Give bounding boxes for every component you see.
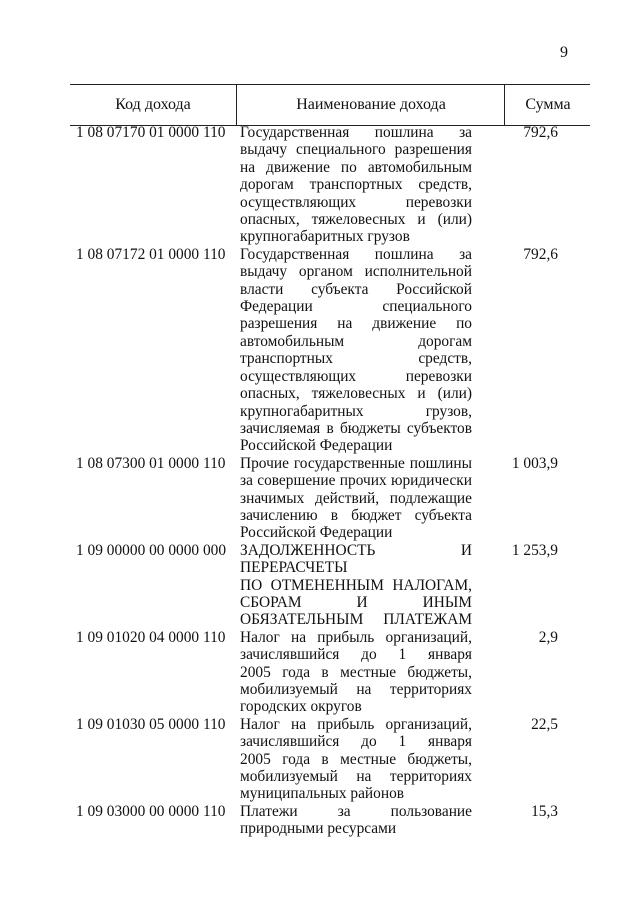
income-name-line: природными ресурсами: [240, 820, 397, 838]
income-code: 1 08 07170 01 0000 110: [76, 124, 226, 141]
income-name-line: 2005 года в местные бюджеты,: [240, 750, 472, 768]
income-sum: 22,5: [531, 715, 558, 733]
income-name-line: выдачу специального разрешения: [240, 141, 472, 159]
income-name-line: власти субъекта Российской: [240, 280, 472, 298]
income-name-line: опасных, тяжеловесных и (или): [240, 211, 472, 229]
income-name-line: Российской Федерации: [240, 437, 393, 455]
income-name-line: транспортных средств,: [240, 350, 472, 368]
income-name-line: дорогам транспортных средств,: [240, 176, 472, 194]
income-name-line: муниципальных районов: [240, 785, 405, 803]
income-name-line: зачислению в бюджет субъекта: [240, 506, 472, 524]
income-name-line: Российской Федерации: [240, 524, 393, 542]
income-sum: 792,6: [523, 245, 558, 263]
income-code: 1 09 01030 05 0000 110: [76, 715, 226, 733]
header-sum: Сумма: [504, 85, 591, 125]
table-header: [70, 84, 590, 126]
income-name-line: осуществляющих перевозки: [240, 367, 472, 385]
income-name-line: зачислявшийся до 1 января: [240, 646, 472, 664]
income-name-line: осуществляющих перевозки: [240, 193, 472, 211]
table-row: [70, 803, 590, 838]
income-name-line: Налог на прибыль организаций,: [240, 628, 472, 646]
income-code: 1 09 00000 00 0000 000: [76, 541, 227, 559]
income-code: 1 08 07172 01 0000 110: [76, 245, 226, 263]
income-name-line: на движение по автомобильным: [240, 158, 472, 176]
income-name-line: Государственная пошлина за: [240, 245, 472, 263]
income-code: 1 09 01020 04 0000 110: [76, 628, 226, 646]
income-name-line: Федерации специального: [240, 298, 472, 316]
table-row: [70, 716, 590, 803]
income-name: [240, 542, 472, 629]
income-sum: 792,6: [523, 124, 558, 141]
income-name: [240, 246, 472, 455]
income-name-line: выдачу органом исполнительной: [240, 263, 472, 281]
income-name-line: СБОРАМ И ИНЫМ: [240, 593, 472, 611]
income-name-line: крупногабаритных грузов: [240, 228, 410, 246]
table-row: [70, 455, 590, 542]
income-name-line: мобилизуемый на территориях: [240, 768, 472, 786]
income-name-line: Прочие государственные пошлины: [240, 454, 472, 472]
income-name-line: за совершение прочих юридически: [240, 472, 472, 490]
income-name-line: разрешения на движение по: [240, 315, 472, 333]
table-body: [70, 124, 590, 838]
income-name-line: ПО ОТМЕНЕННЫМ НАЛОГАМ,: [240, 576, 472, 594]
income-name-line: Платежи за пользование: [240, 802, 472, 820]
table-row: [70, 246, 590, 455]
income-name-line: ОБЯЗАТЕЛЬНЫМ ПЛАТЕЖАМ: [240, 611, 472, 629]
table-row: [70, 629, 590, 716]
income-sum: 2,9: [538, 628, 558, 646]
page-number: 9: [560, 44, 568, 61]
table-row: [70, 124, 590, 246]
header-code: Код дохода: [115, 96, 191, 113]
income-name: [240, 803, 472, 838]
income-name-line: ЗАДОЛЖЕННОСТЬ И: [240, 541, 472, 559]
table-row: [70, 542, 590, 629]
income-name-line: ПЕРЕРАСЧЕТЫ: [240, 559, 348, 577]
income-name-line: Государственная пошлина за: [240, 124, 472, 141]
income-name: [240, 716, 472, 803]
income-sum: 15,3: [531, 802, 558, 820]
income-name-line: зачислявшийся до 1 января: [240, 733, 472, 751]
income-code: 1 08 07300 01 0000 110: [76, 454, 226, 472]
income-sum: 1 253,9: [511, 541, 558, 559]
income-sum: 1 003,9: [511, 454, 558, 472]
income-name-line: 2005 года в местные бюджеты,: [240, 663, 472, 681]
income-name-line: зачисляемая в бюджеты субъектов: [240, 419, 472, 437]
income-name: [240, 629, 472, 716]
income-name-line: значимых действий, подлежащие: [240, 489, 472, 507]
income-name-line: автомобильным дорогам: [240, 332, 472, 350]
income-name-line: городских округов: [240, 698, 362, 716]
header-name: Наименование дохода: [236, 85, 505, 125]
income-name-line: Налог на прибыль организаций,: [240, 715, 472, 733]
income-code: 1 09 03000 00 0000 110: [76, 802, 226, 820]
income-name-line: крупногабаритных грузов,: [240, 402, 472, 420]
income-name: [240, 124, 472, 246]
income-name: [240, 455, 472, 542]
income-name-line: мобилизуемый на территориях: [240, 681, 472, 698]
income-name-line: опасных, тяжеловесных и (или): [240, 385, 472, 403]
